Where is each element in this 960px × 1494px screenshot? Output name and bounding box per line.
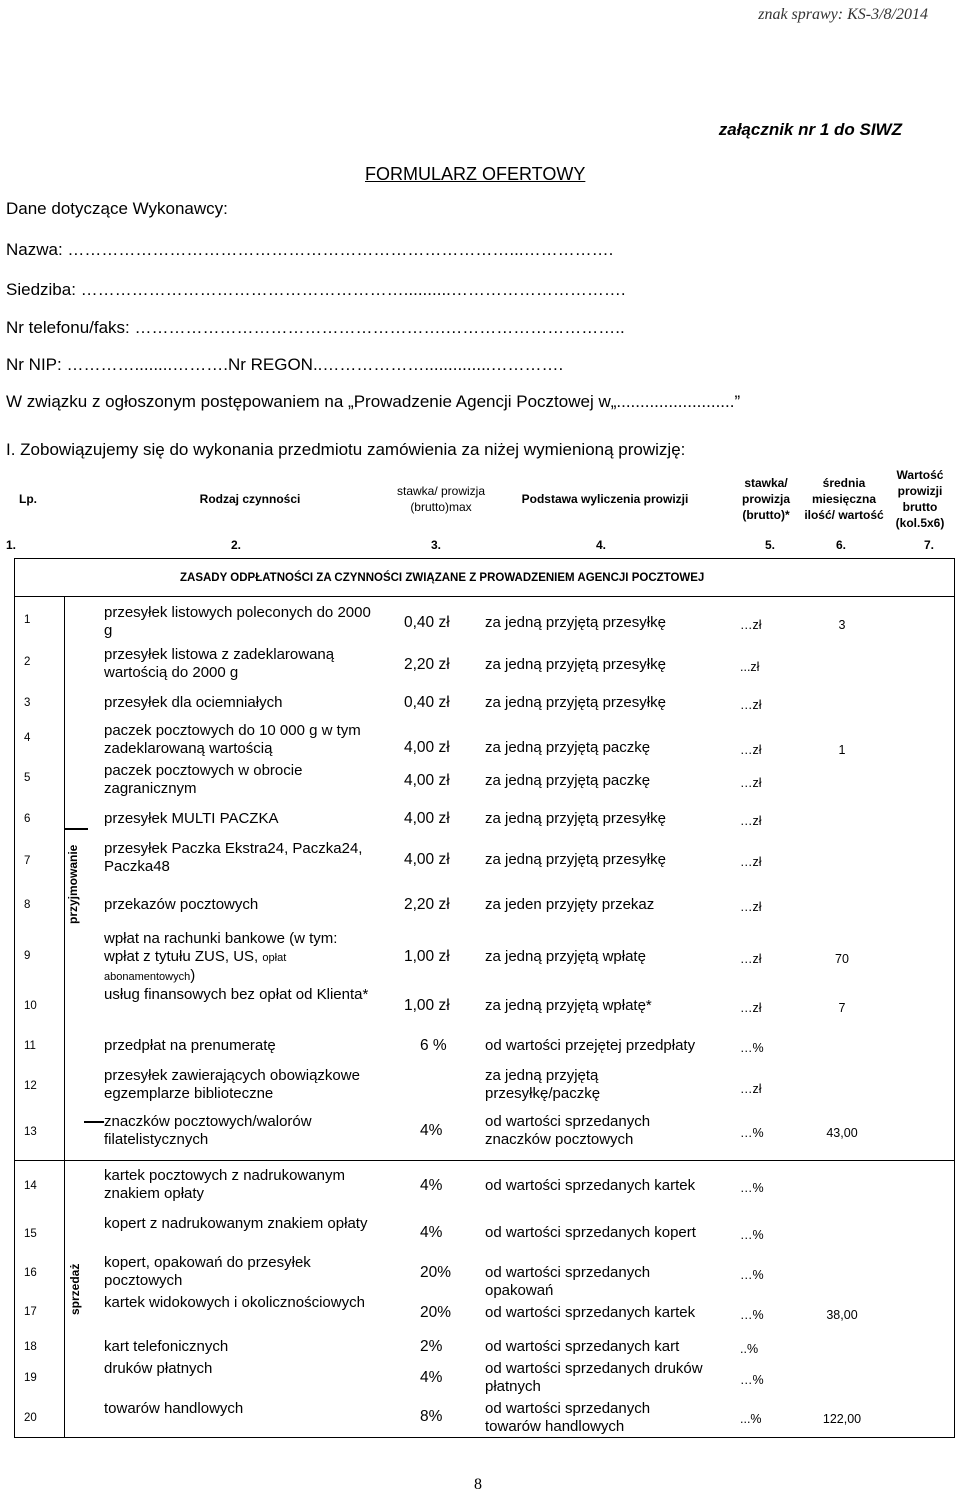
basis-cell: za jedną przyjętą przesyłkę/paczkę (485, 1067, 601, 1102)
row-number: 4 (24, 732, 31, 744)
phone-field[interactable]: Nr telefonu/faks: ……………………………………………….………………………….. (6, 318, 625, 337)
basis-cell: od wartości sprzedanych kopert (485, 1224, 696, 1241)
lp-divider (64, 596, 65, 1438)
nip-regon-field[interactable]: Nr NIP: …………........……….Nr REGON..………………..............…………. (6, 355, 564, 374)
activity-cell (104, 1254, 374, 1290)
row-number: 7 (24, 855, 31, 867)
rate-entry: …zł (740, 743, 762, 757)
notice-line: W związku z ogłoszonym postępowaniem na „Prowadzenie Agencji Pocztowej w„.........................” (6, 392, 741, 411)
col-number: 1. (6, 538, 17, 552)
basis-cell: za jedną przyjętą przesyłkę (485, 810, 666, 827)
table-header (0, 462, 960, 536)
activity-cell (104, 1067, 374, 1103)
row-number: 5 (24, 772, 31, 784)
col-number: 2. (231, 538, 242, 552)
basis-cell: za jedną przyjętą paczkę (485, 772, 651, 789)
rate-entry: …zł (740, 698, 762, 712)
activity-cell (104, 810, 374, 828)
group-label-receive: przyjmowanie (66, 844, 80, 924)
rate-entry: …zł (740, 1001, 762, 1015)
activity-text: przesyłek dla ociemniałych (104, 694, 283, 711)
rate-cell: 4% (420, 1122, 443, 1139)
basis-cell: za jedną przyjętą wpłatę* (485, 997, 652, 1014)
table-caption: ZASADY ODPŁATNOŚCI ZA CZYNNOŚCI ZWIĄZANE Z PROWADZENIEM AGENCJI POCZTOWEJ (180, 572, 705, 584)
rate-cell: 2,20 zł (404, 656, 450, 673)
row-number: 12 (24, 1080, 37, 1092)
basis-cell: od wartości przejętej przedpłaty (485, 1037, 696, 1054)
rate-entry: …zł (740, 618, 762, 632)
row-divider (14, 1160, 955, 1161)
rate-cell: 4,00 zł (404, 739, 450, 756)
activity-text: druków płatnych (104, 1360, 213, 1377)
rate-entry: …% (740, 1181, 764, 1195)
row-number: 8 (24, 899, 31, 911)
group-divider (64, 828, 88, 830)
row-number: 16 (24, 1267, 37, 1279)
avg-cell: 3 (838, 618, 846, 632)
section-i-heading: I. Zobowiązujemy się do wykonania przedmiotu zamówienia za niżej wymienioną prowizję: (6, 440, 686, 459)
col-number: 4. (596, 538, 607, 552)
avg-cell: 70 (835, 952, 849, 966)
header-rate-max: stawka/ prowizja (brutto)max (396, 484, 486, 514)
basis-cell: od wartości sprzedanych znaczków pocztowych (485, 1113, 651, 1148)
caption-divider (14, 596, 955, 597)
activity-cell (104, 930, 374, 986)
basis-cell: za jedną przyjętą przesyłkę (485, 656, 666, 673)
row-number: 15 (24, 1228, 37, 1240)
header-rate: stawka/ prowizja (brutto)* (741, 476, 790, 522)
row-number: 3 (24, 697, 31, 709)
activity-text: przesyłek listowych poleconych do 2000 g (104, 604, 371, 639)
rate-entry: …% (740, 1308, 764, 1322)
rate-entry: …% (740, 1041, 764, 1055)
rate-entry: …% (740, 1268, 764, 1282)
activity-cell (104, 986, 374, 1004)
avg-cell: 122,00 (822, 1412, 862, 1426)
rate-entry: …zł (740, 814, 762, 828)
rate-entry: …zł (740, 855, 762, 869)
activity-text: przesyłek zawierających obowiązkowe egzemplarze biblioteczne (104, 1067, 360, 1102)
case-reference: znak sprawy: KS-3/8/2014 (758, 6, 928, 23)
header-avg: średnia miesięczna ilość/ wartość (804, 476, 884, 522)
rate-cell: 2,20 zł (404, 896, 450, 913)
rate-entry: …zł (740, 1082, 762, 1096)
basis-cell: za jedną przyjętą paczkę (485, 739, 651, 756)
basis-cell: za jedną przyjętą przesyłkę (485, 614, 666, 631)
annex-label: załącznik nr 1 do SIWZ (718, 120, 902, 139)
basis-cell: od wartości sprzedanych druków płatnych (485, 1360, 703, 1395)
activity-text: towarów handlowych (104, 1400, 244, 1417)
basis-cell: od wartości sprzedanych opakowań (485, 1264, 651, 1299)
activity-cell (104, 1037, 374, 1055)
activity-text: kart telefonicznych (104, 1338, 229, 1355)
basis-cell: od wartości sprzedanych kartek (485, 1304, 696, 1321)
col-number: 5. (765, 538, 776, 552)
rate-cell: 20% (420, 1264, 452, 1281)
activity-text: przekazów pocztowych (104, 896, 259, 913)
activity-paren: ) (190, 967, 196, 984)
rate-cell: 8% (420, 1408, 443, 1425)
header-basis: Podstawa wyliczenia prowizji (521, 492, 689, 506)
group-label-sale: sprzedaż (68, 1263, 82, 1315)
activity-cell (104, 1338, 374, 1356)
basis-cell: za jedną przyjętą przesyłkę (485, 694, 666, 711)
activity-cell (104, 1167, 374, 1203)
basis-cell: od wartości sprzedanych kart (485, 1338, 680, 1355)
activity-text: kartek pocztowych z nadrukowanym znakiem opłaty (104, 1167, 345, 1202)
row-number: 2 (24, 656, 31, 668)
activity-text: paczek pocztowych w obrocie zagranicznym (104, 762, 303, 797)
activity-note: opłat abonamentowych (104, 952, 287, 983)
activity-cell (104, 896, 374, 914)
row-number: 17 (24, 1306, 37, 1318)
activity-cell (104, 1215, 374, 1233)
col-number: 6. (836, 538, 847, 552)
row-number: 6 (24, 813, 31, 825)
basis-cell: za jedną przyjętą wpłatę (485, 948, 646, 965)
basis-cell: od wartości sprzedanych towarów handlowych (485, 1400, 651, 1435)
col-number: 3. (431, 538, 442, 552)
row-number: 13 (24, 1126, 37, 1138)
basis-cell: od wartości sprzedanych kartek (485, 1177, 696, 1194)
col-number: 7. (924, 538, 935, 552)
activity-text: przesyłek Paczka Ekstra24, Paczka24, Paczka48 (104, 840, 363, 875)
avg-cell: 1 (838, 743, 846, 757)
activity-text: przesyłek MULTI PACZKA (104, 810, 279, 827)
activity-text: przesyłek listowa z zadeklarowaną wartością do 2000 g (104, 646, 335, 681)
activity-cell (104, 1400, 374, 1418)
activity-cell (104, 762, 374, 798)
row-number: 14 (24, 1180, 37, 1192)
rate-entry: …% (740, 1228, 764, 1242)
activity-text: znaczków pocztowych/walorów filatelistycznych (104, 1113, 312, 1148)
row-number: 19 (24, 1372, 37, 1384)
activity-text: kartek widokowych i okolicznościowych (104, 1294, 365, 1311)
rate-cell: 4% (420, 1224, 443, 1241)
row-number: 1 (24, 614, 31, 626)
activity-text: przedpłat na prenumeratę (104, 1037, 276, 1054)
header-value: Wartość prowizji brutto (kol.5x6) (895, 468, 945, 530)
rate-entry: …zł (740, 776, 762, 790)
rate-cell: 2% (420, 1338, 443, 1355)
basis-cell: za jeden przyjęty przekaz (485, 896, 655, 913)
contractor-heading: Dane dotyczące Wykonawcy: (6, 199, 228, 218)
activity-cell (104, 840, 374, 876)
rate-cell: 1,00 zł (404, 948, 450, 965)
row-number: 11 (24, 1040, 36, 1052)
activity-text: wpłat na rachunki bankowe (w tym: wpłat z tytułu ZUS, US, (104, 930, 338, 965)
rate-entry: …% (740, 1126, 764, 1140)
row-number: 20 (24, 1412, 37, 1424)
avg-cell: 7 (838, 1001, 846, 1015)
rate-entry: …zł (740, 900, 762, 914)
activity-text: usług finansowych bez opłat od Klienta* (104, 986, 369, 1003)
rate-cell: 4,00 zł (404, 810, 450, 827)
row-number: 9 (24, 950, 31, 962)
rate-cell: 6 % (420, 1037, 447, 1054)
activity-cell (104, 694, 374, 712)
name-field[interactable]: Nazwa: ……………………………………………………………………...……………. (6, 240, 614, 259)
row-number: 10 (24, 1000, 37, 1012)
rate-cell: 4,00 zł (404, 772, 450, 789)
rate-entry: …% (740, 1373, 764, 1387)
activity-text: paczek pocztowych do 10 000 g w tym zadeklarowaną wartością (104, 722, 361, 757)
page-number: 8 (474, 1476, 482, 1493)
rate-cell: 4% (420, 1369, 443, 1386)
avg-cell: 38,00 (826, 1308, 858, 1322)
rate-entry: ...zł (740, 660, 760, 674)
activity-cell (104, 646, 374, 682)
rate-cell: 20% (420, 1304, 452, 1321)
rate-cell: 4,00 zł (404, 851, 450, 868)
rate-entry: ...% (740, 1412, 762, 1426)
rate-cell: 0,40 zł (404, 694, 450, 711)
activity-text: kopert z nadrukowanym znakiem opłaty (104, 1215, 368, 1232)
row-number: 18 (24, 1341, 37, 1353)
avg-cell: 43,00 (826, 1126, 858, 1140)
form-title: FORMULARZ OFERTOWY (365, 164, 586, 184)
activity-cell (104, 722, 374, 758)
activity-cell (104, 1113, 374, 1149)
header-activity: Rodzaj czynności (199, 492, 301, 506)
rate-entry: …zł (740, 952, 762, 966)
group-divider (84, 1121, 104, 1123)
activity-text: kopert, opakowań do przesyłek pocztowych (104, 1254, 311, 1289)
seat-field[interactable]: Siedziba: …………………………………………………..........…………………………. (6, 280, 626, 299)
header-lp: Lp. (19, 492, 37, 506)
rate-cell: 0,40 zł (404, 614, 450, 631)
rate-entry: ..% (740, 1342, 759, 1356)
rate-cell: 4% (420, 1177, 443, 1194)
activity-cell (104, 1360, 374, 1378)
activity-cell (104, 604, 374, 640)
basis-cell: za jedną przyjętą przesyłkę (485, 851, 666, 868)
rate-cell: 1,00 zł (404, 997, 450, 1014)
activity-cell (104, 1294, 374, 1312)
